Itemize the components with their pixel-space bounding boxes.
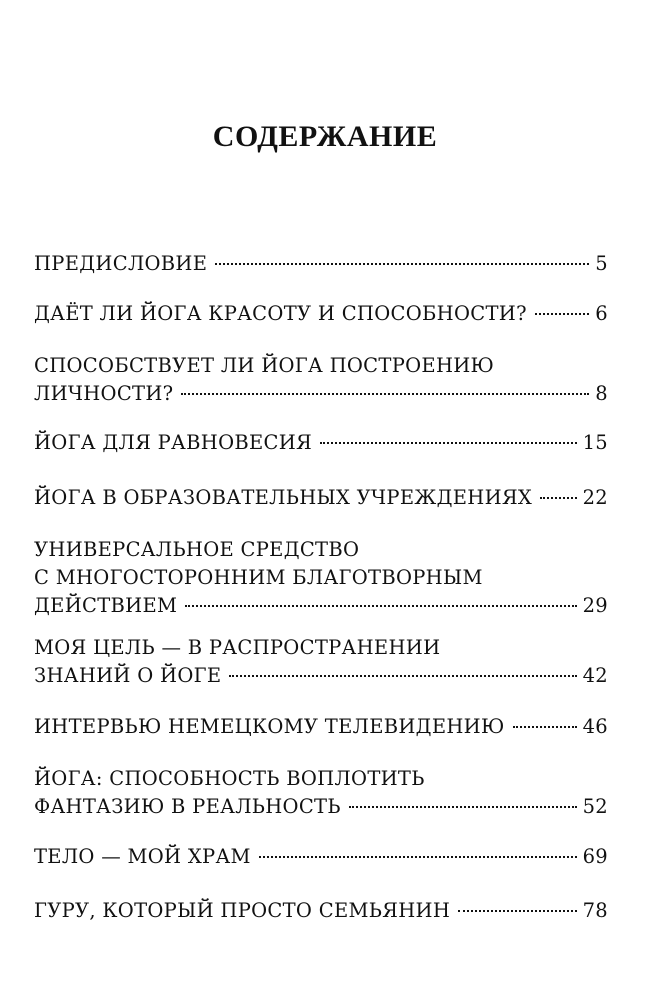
toc-page-number: 6 [595,302,608,325]
toc-entry-title: ТЕЛО — МОЙ ХРАМ [34,845,251,868]
toc-entry-title: ЛИЧНОСТИ? [34,382,174,405]
toc-entry-beauty-abilities [34,300,608,328]
toc-entry-my-goal [34,634,608,690]
toc-page-number: 69 [582,845,608,868]
toc-entry-title-line: УНИВЕРСАЛЬНОЕ СРЕДСТВО [34,538,360,561]
toc-entry-preface [34,250,608,278]
page-title: СОДЕРЖАНИЕ [212,120,438,153]
toc-page-number: 78 [582,899,608,922]
toc-entry-education [34,484,608,512]
dot-leader [540,497,576,499]
toc-entry-interview [34,713,608,741]
toc-page-number: 46 [582,715,608,738]
toc-page-number: 29 [582,594,608,617]
toc-entry-title: ФАНТАЗИЮ В РЕАЛЬНОСТЬ [34,795,341,818]
toc-entry-title-line: МОЯ ЦЕЛЬ — В РАСПРОСТРАНЕНИИ [34,636,441,659]
toc-entry-universal-remedy [34,536,608,620]
toc-entry-title: ДАЁТ ЛИ ЙОГА КРАСОТУ И СПОСОБНОСТИ? [34,302,527,325]
dot-leader [513,726,577,728]
toc-entry-title: ГУРУ, КОТОРЫЙ ПРОСТО СЕМЬЯНИН [34,899,451,922]
toc-entry-balance [34,429,608,457]
toc-entry-body-temple [34,843,608,871]
toc-page-number: 42 [582,664,608,687]
toc-entry-personality [34,352,608,408]
toc-page-number: 22 [582,486,608,509]
toc-entry-title: ДЕЙСТВИЕМ [34,594,178,617]
dot-leader [320,442,576,444]
toc-entry-title: ЗНАНИЙ О ЙОГЕ [34,664,222,687]
toc-page-number: 8 [595,382,608,405]
dot-leader [185,605,576,607]
dot-leader [215,263,589,265]
toc-page-number: 52 [582,795,608,818]
dot-leader [458,910,576,912]
dot-leader [535,313,589,315]
toc-entry-guru [34,897,608,925]
toc-page-number: 5 [595,252,608,275]
toc-page-number: 15 [582,431,608,454]
toc-entry-title-line: С МНОГОСТОРОННИМ БЛАГОТВОРНЫМ [34,566,483,589]
toc-entry-title-line: СПОСОБСТВУЕТ ЛИ ЙОГА ПОСТРОЕНИЮ [34,354,495,377]
toc-entry-title: ЙОГА В ОБРАЗОВАТЕЛЬНЫХ УЧРЕЖДЕНИЯХ [34,486,533,509]
dot-leader [349,806,577,808]
toc-entry-title: ИНТЕРВЬЮ НЕМЕЦКОМУ ТЕЛЕВИДЕНИЮ [34,715,505,738]
toc-entry-title: ЙОГА ДЛЯ РАВНОВЕСИЯ [34,431,313,454]
dot-leader [229,675,576,677]
toc-entry-title-line: ЙОГА: СПОСОБНОСТЬ ВОПЛОТИТЬ [34,767,425,790]
toc-entry-fantasy [34,765,608,821]
toc-entry-title: ПРЕДИСЛОВИЕ [34,252,208,275]
dot-leader [181,393,589,395]
dot-leader [259,856,577,858]
